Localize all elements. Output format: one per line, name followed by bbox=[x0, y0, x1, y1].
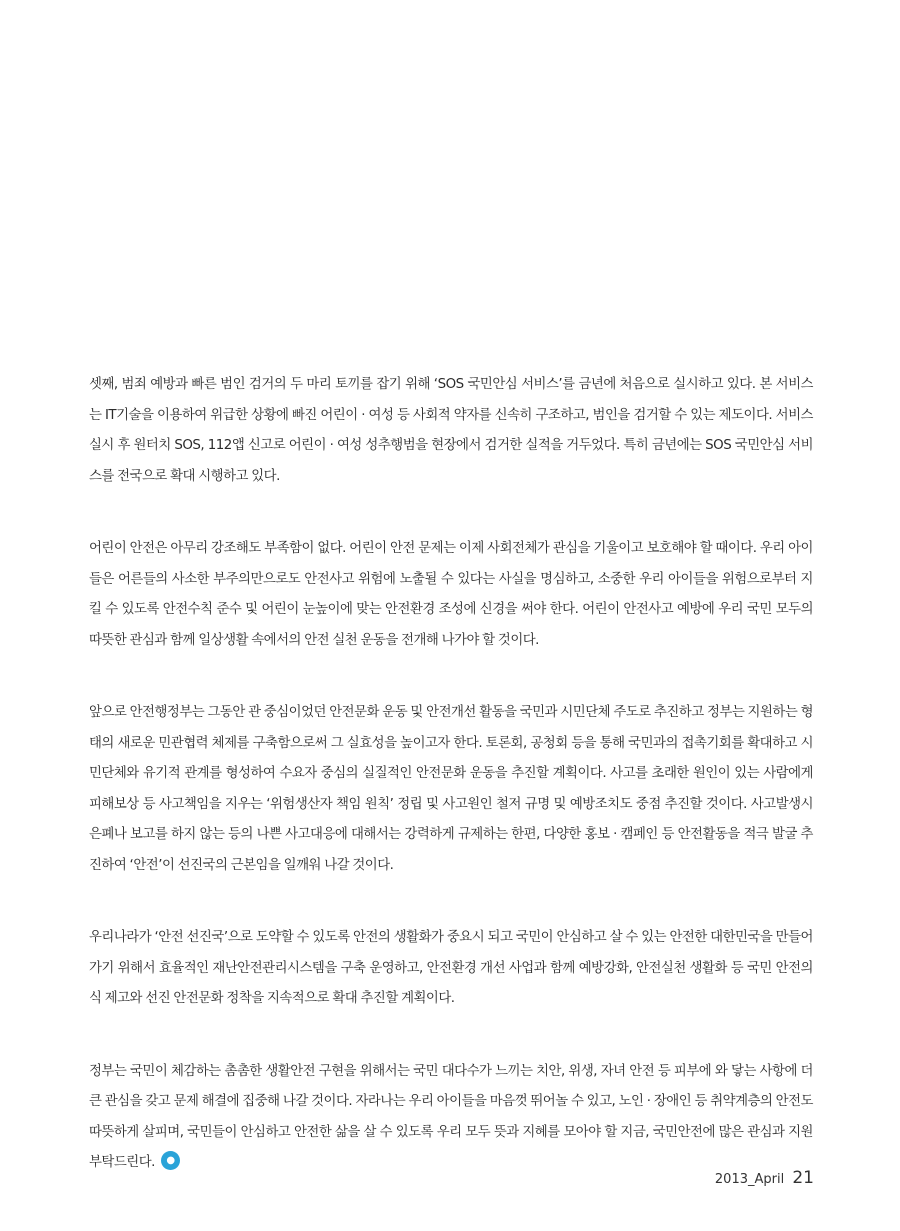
page-footer bbox=[715, 1168, 814, 1188]
paragraph-5: 정부는 국민이 체감하는 촘촘한 생활안전 구현을 위해서는 국민 대다수가 느끼는 치안, 위생, 자녀 안전 등 피부에 와 닿는 사항에 더 큰 관심을 갖고 문제 해결에 집중해 나갈 것이다. 자라나는 우리 아이들을 마음껏 뛰어놀 수 있고, 노인 · 장애인 등 취약계층의 안전도 따뜻하게 살피며, 국민들이 안심하고 안전한 삶을 살 수 있도록 우리 모두 뜻과 지혜를 모아야 할 지금, 국민안전에 많은 관심과 지원 부탁드린다. bbox=[89, 1063, 813, 1170]
page-number: 21 bbox=[792, 1168, 814, 1188]
paragraph-5-wrapper bbox=[89, 1057, 813, 1179]
end-mark-icon: ● bbox=[161, 1151, 180, 1170]
paragraph-2: 어린이 안전은 아무리 강조해도 부족함이 없다. 어린이 안전 문제는 이제 사회전체가 관심을 기울이고 보호해야 할 때이다. 우리 아이들은 어른들의 사소한 부주의만으로도 안전사고 위험에 노출될 수 있다는 사실을 명심하고, 소중한 우리 아이들을 위험으로부터 지킬 수 있도록 안전수칙 준수 및 어린이 눈높이에 맞는 안전환경 조성에 신경을 써야 한다. 어린이 안전사고 예방에 우리 국민 모두의 따뜻한 관심과 함께 일상생활 속에서의 안전 실천 운동을 전개해 나가야 할 것이다. bbox=[89, 541, 813, 648]
article-body bbox=[89, 370, 813, 1179]
issue-label: 2013_April bbox=[714, 1172, 785, 1187]
paragraph-3: 앞으로 안전행정부는 그동안 관 중심이었던 안전문화 운동 및 안전개선 활동을 국민과 시민단체 주도로 추진하고 정부는 지원하는 형태의 새로운 민관협력 체제를 구축함으로써 그 실효성을 높이고자 한다. 토론회, 공청회 등을 통해 국민과의 접촉기회를 확대하고 시민단체와 유기적 관계를 형성하여 수요자 중심의 실질적인 안전문화 운동을 추진할 계획이다. 사고를 초래한 원인이 있는 사람에게 피해보상 등 사고책임을 지우는 ‘위험생산자 책임 원칙’ 정립 및 사고원인 철저 규명 및 예방조치도 중점 추진할 것이다. 사고발생시 은폐나 보고를 하지 않는 등의 나쁜 사고대응에 대해서는 강력하게 규제하는 한편, 다양한 홍보 · 캠페인 등 안전활동을 적극 발굴 추진하여 ‘안전’이 선진국의 근본임을 일깨워 나갈 것이다. bbox=[89, 705, 813, 873]
paragraph-4: 우리나라가 ‘안전 선진국’으로 도약할 수 있도록 안전의 생활화가 중요시 되고 국민이 안심하고 살 수 있는 안전한 대한민국을 만들어 가기 위해서 효율적인 재난안전관리시스템을 구축 운영하고, 안전환경 개선 사업과 함께 예방강화, 안전실천 생활화 등 국민 안전의식 제고와 선진 안전문화 정착을 지속적으로 확대 추진할 계획이다. bbox=[89, 930, 813, 1006]
paragraph-1: 셋째, 범죄 예방과 빠른 범인 검거의 두 마리 토끼를 잡기 위해 ‘SOS 국민안심 서비스’를 금년에 처음으로 실시하고 있다. 본 서비스는 IT기술을 이용하여 위급한 상황에 빠진 어린이 · 여성 등 사회적 약자를 신속히 구조하고, 범인을 검거할 수 있는 제도이다. 서비스 실시 후 원터치 SOS, 112앱 신고로 어린이 · 여성 성추행범을 현장에서 검거한 실적을 거두었다. 특히 금년에는 SOS 국민안심 서비스를 전국으로 확대 시행하고 있다. bbox=[89, 377, 813, 484]
